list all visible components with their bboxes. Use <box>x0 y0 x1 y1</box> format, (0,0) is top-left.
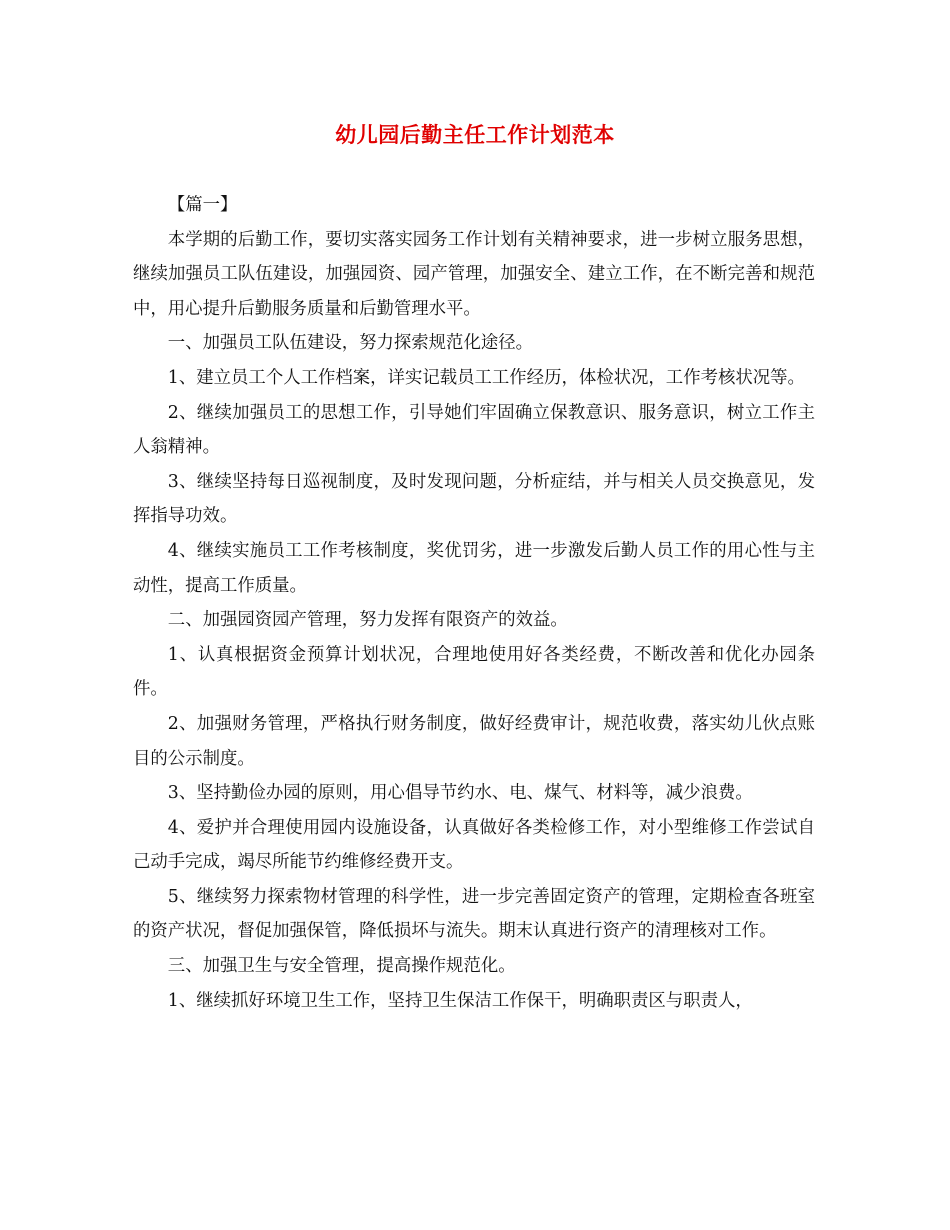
section-tag: 【篇一】 <box>167 195 238 215</box>
list-item: 1、建立员工个人工作档案，详实记载员工工作经历，体检状况，工作考核状况等。 <box>167 367 805 388</box>
list-item: 4、继续实施员工工作考核制度，奖优罚劣，进一步激发后勤人员工作的用心性与主动性，提高工作质量。 <box>133 540 815 596</box>
section-heading-2: 二、加强园资园产管理，努力发挥有限资产的效益。 <box>167 610 568 631</box>
document-title: 幼儿园后勤主任工作计划范本 <box>335 122 615 147</box>
list-item: 5、继续努力探索物材管理的科学性，进一步完善固定资产的管理，定期检查各班室的资产状况，督促加强保管，降低损坏与流失。期末认真进行资产的清理核对工作。 <box>133 886 815 942</box>
list-item: 4、爱护并合理使用园内设施设备，认真做好各类检修工作，对小型维修工作尝试自己动手完成，竭尽所能节约维修经费开支。 <box>133 817 815 873</box>
list-item: 3、继续坚持每日巡视制度，及时发现问题，分析症结，并与相关人员交换意见，发挥指导功效。 <box>133 471 815 527</box>
list-item: 1、继续抓好环境卫生工作，坚持卫生保洁工作保干，明确职责区与职责人， <box>167 990 753 1011</box>
list-item: 3、坚持勤俭办园的原则，用心倡导节约水、电、煤气、材料等，减少浪费。 <box>167 783 753 804</box>
list-item: 1、认真根据资金预算计划状况，合理地使用好各类经费，不断改善和优化办园条件。 <box>133 644 815 700</box>
intro-paragraph: 本学期的后勤工作，要切实落实园务工作计划有关精神要求，进一步树立服务思想，继续加强员工队伍建设，加强园资、园产管理，加强安全、建立工作，在不断完善和规范中，用心提升后勤服务质量和后勤管理水平。 <box>133 229 815 319</box>
section-heading-3: 三、加强卫生与安全管理，提高操作规范化。 <box>167 956 516 977</box>
list-item: 2、继续加强员工的思想工作，引导她们牢固确立保教意识、服务意识，树立工作主人翁精神。 <box>133 402 815 458</box>
document-body <box>133 188 815 1018</box>
list-item: 2、加强财务管理，严格执行财务制度，做好经费审计，规范收费，落实幼儿伙点账目的公示制度。 <box>133 713 815 769</box>
section-heading-1: 一、加强员工队伍建设，努力探索规范化途径。 <box>167 333 534 354</box>
